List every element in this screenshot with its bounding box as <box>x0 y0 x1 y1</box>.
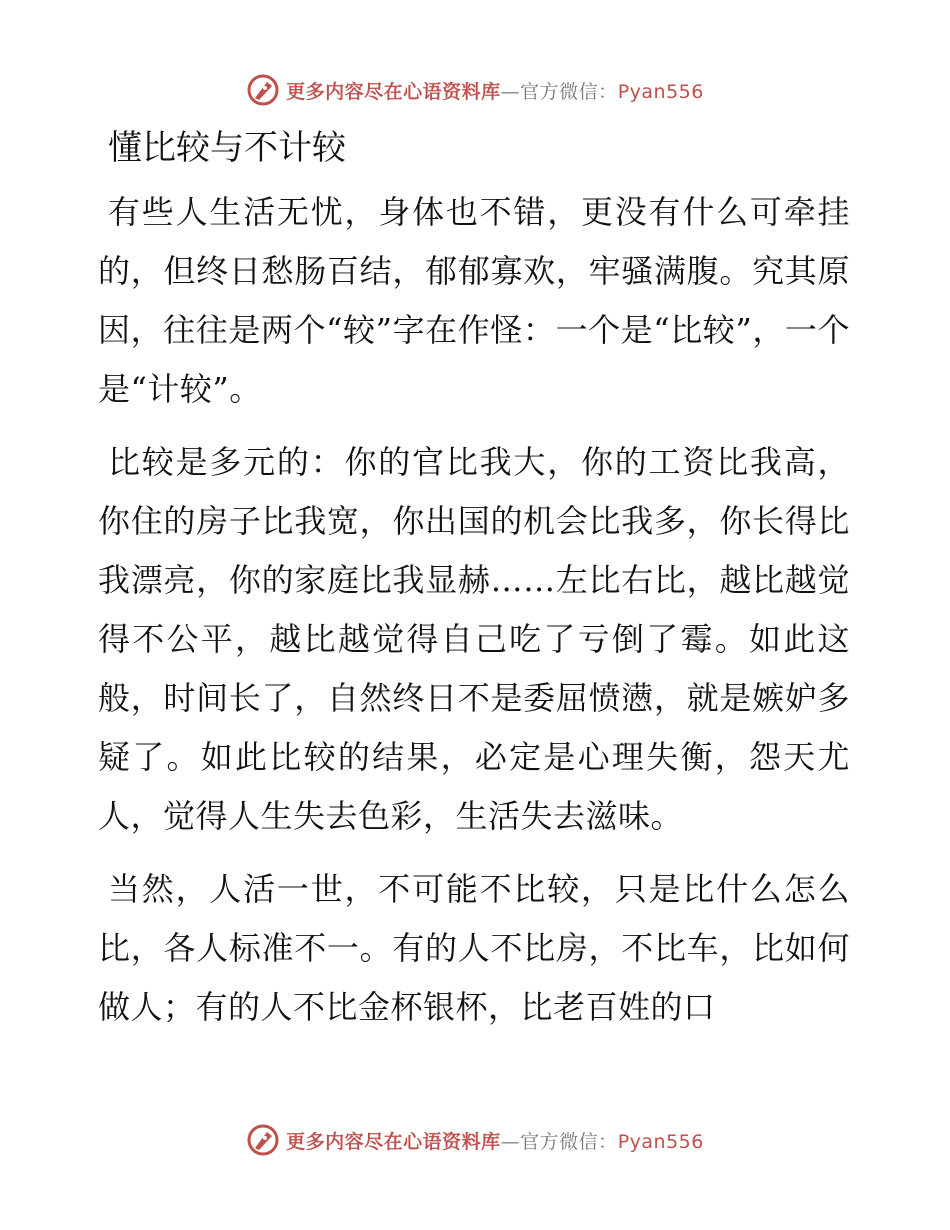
header-banner <box>0 70 950 110</box>
footer-banner <box>0 1120 950 1160</box>
document-body <box>98 118 850 1051</box>
header-banner-text <box>286 77 704 104</box>
paragraph-3: 当然，人活一世，不可能不比较，只是比什么怎么比，各人标准不一。有的人不比房，不比车，比如何做人；有的人不比金杯银杯，比老百姓的口 <box>98 870 850 1026</box>
header-banner-main: 更多内容尽在心语资料库 <box>286 80 501 103</box>
pen-nib-logo-icon <box>246 73 280 107</box>
footer-banner-separator: — <box>500 1130 521 1153</box>
paragraph-2: 比较是多元的：你的官比我大，你的工资比我高，你住的房子比我宽，你出国的机会比我多，你长得比我漂亮，你的家庭比我显赫……左比右比，越比越觉得不公平，越比越觉得自己吃了亏倒了霉。如此这般，时间长了，自然终日不是委屈愤懑，就是嫉妒多疑了。如此比较的结果，必定是心理失衡，怨天尤人，觉得人生失去色彩，生活失去滋味。 <box>98 443 850 835</box>
footer-banner-text <box>286 1127 704 1154</box>
footer-banner-wechat-id: Pyan556 <box>617 1130 704 1153</box>
header-banner-sub: 官方微信： <box>520 80 618 103</box>
header-banner-wechat-id: Pyan556 <box>617 80 704 103</box>
pen-nib-logo-icon <box>246 1123 280 1157</box>
footer-banner-sub: 官方微信： <box>520 1130 618 1153</box>
document-title: 懂比较与不计较 <box>108 128 346 168</box>
paragraph-1: 有些人生活无忧，身体也不错，更没有什么可牵挂的，但终日愁肠百结，郁郁寡欢，牢骚满腹。究其原因，往往是两个“较”字在作怪：一个是“比较”，一个是“计较”。 <box>98 193 850 408</box>
footer-banner-main: 更多内容尽在心语资料库 <box>286 1130 501 1153</box>
header-banner-separator: — <box>500 80 521 103</box>
